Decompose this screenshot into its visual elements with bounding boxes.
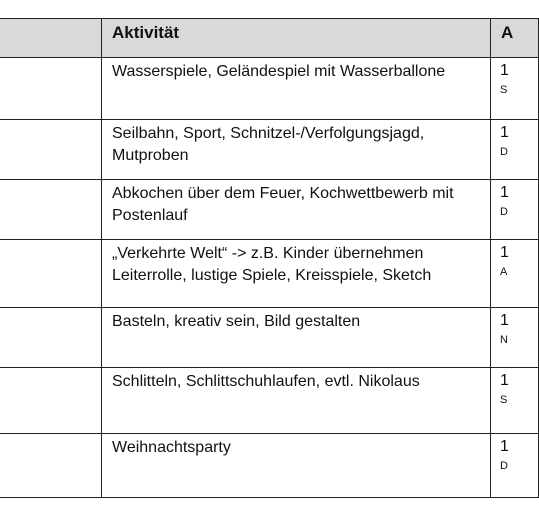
row-cell-3	[491, 180, 539, 240]
table-row	[0, 240, 539, 308]
row-cell-3-bottom: D	[500, 460, 508, 472]
row-cell-3	[491, 368, 539, 434]
row-cell-1	[0, 120, 102, 180]
activity-text: Basteln, kreativ sein, Bild gestalten	[112, 313, 361, 330]
row-cell-3-top: 1	[500, 124, 509, 141]
row-cell-activity	[102, 58, 491, 120]
row-cell-3-top: 1	[500, 438, 509, 455]
header-cell-1	[0, 19, 102, 58]
row-cell-3-top: 1	[500, 62, 509, 79]
activity-text: „Verkehrte Welt“ -> z.B. Kinder übernehmen Leiterrolle, lustige Spiele, Kreisspiele, Sketch	[112, 245, 432, 284]
activity-text: Abkochen über dem Feuer, Kochwettbewerb mit Postenlauf	[112, 185, 454, 224]
row-cell-1	[0, 240, 102, 308]
header-label-3: A	[501, 23, 514, 42]
header-label-activity: Aktivität	[112, 23, 180, 42]
row-cell-activity	[102, 240, 491, 308]
table-row	[0, 180, 539, 240]
header-cell-3	[491, 19, 539, 58]
row-cell-3-content	[491, 58, 538, 97]
row-cell-3	[491, 434, 539, 498]
row-cell-3-bottom: D	[500, 146, 508, 158]
row-cell-activity	[102, 180, 491, 240]
table-row	[0, 120, 539, 180]
table-row	[0, 308, 539, 368]
activity-text: Weihnachtsparty	[112, 439, 231, 456]
activity-text: Wasserspiele, Geländespiel mit Wasserballone	[112, 63, 446, 80]
header-cell-activity	[102, 19, 491, 58]
row-cell-3-content	[491, 240, 538, 279]
row-cell-activity	[102, 308, 491, 368]
row-cell-3-top: 1	[500, 244, 509, 261]
row-cell-1	[0, 180, 102, 240]
table-row	[0, 434, 539, 498]
row-cell-3-top: 1	[500, 312, 509, 329]
row-cell-3-bottom: S	[500, 84, 508, 96]
row-cell-1	[0, 368, 102, 434]
row-cell-3	[491, 308, 539, 368]
row-cell-3-content	[491, 120, 538, 159]
activity-text: Schlitteln, Schlittschuhlaufen, evtl. Nikolaus	[112, 373, 420, 390]
table-header-row	[0, 19, 539, 58]
row-cell-3	[491, 120, 539, 180]
row-cell-3-content	[491, 434, 538, 473]
activity-table	[0, 18, 539, 498]
row-cell-1	[0, 58, 102, 120]
row-cell-3-top: 1	[500, 372, 509, 389]
row-cell-3-content	[491, 308, 538, 347]
row-cell-activity	[102, 368, 491, 434]
row-cell-3	[491, 240, 539, 308]
row-cell-3-top: 1	[500, 184, 509, 201]
activity-text: Seilbahn, Sport, Schnitzel-/Verfolgungsjagd, Mutproben	[112, 125, 425, 164]
table-body	[0, 19, 539, 498]
row-cell-1	[0, 308, 102, 368]
row-cell-3-content	[491, 368, 538, 407]
row-cell-1	[0, 434, 102, 498]
row-cell-3-bottom: D	[500, 206, 508, 218]
row-cell-activity	[102, 120, 491, 180]
row-cell-3	[491, 58, 539, 120]
row-cell-3-content	[491, 180, 538, 219]
row-cell-activity	[102, 434, 491, 498]
row-cell-3-bottom: A	[500, 266, 508, 278]
table-row	[0, 368, 539, 434]
table-row	[0, 58, 539, 120]
row-cell-3-bottom: N	[500, 334, 508, 346]
row-cell-3-bottom: S	[500, 394, 508, 406]
